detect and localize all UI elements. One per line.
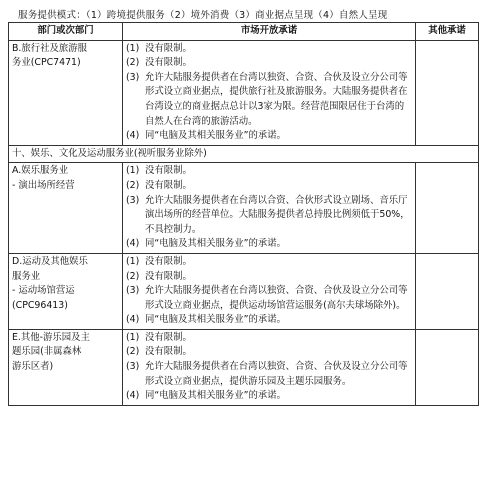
item-number: (4) [126, 130, 140, 142]
item-number: (3) [126, 361, 140, 373]
dept-line: 题乐园(非属森林 [12, 346, 82, 358]
commitment-item [126, 270, 412, 285]
item-text: 同“电脑及其相关服务业”的承诺。 [145, 314, 286, 326]
item-number: (3) [126, 285, 140, 297]
header-dept: 部门或次部门 [9, 23, 123, 41]
commitment-item [126, 179, 412, 194]
commitment-item [126, 345, 412, 360]
item-number: (4) [126, 390, 140, 402]
item-number: (3) [126, 71, 140, 83]
item-text: 允许大陆服务提供者在台湾以独资、合资、合伙及设立分公司等形式设立商业据点，提供旅行社及旅游服务。大陆服务提供者在台湾设立的商业据点总计以3家为限。经营范围限居住于台湾的自然人在台湾的旅游活动。 [145, 71, 408, 127]
item-number: (2) [126, 346, 140, 358]
table-row [9, 253, 479, 329]
item-text: 没有限制。 [145, 270, 192, 282]
commitment-item [126, 313, 412, 328]
dept-line: 务业(CPC7471) [12, 57, 81, 69]
dept-line: - 演出场所经营 [12, 179, 75, 191]
header-market: 市场开放承诺 [123, 23, 416, 41]
item-number: (2) [126, 57, 140, 69]
commitment-item [126, 389, 412, 404]
commitment-item [126, 56, 412, 71]
item-number: (4) [126, 314, 140, 326]
other-cell [416, 253, 479, 329]
market-cell [123, 253, 416, 329]
other-cell [416, 40, 479, 145]
dept-cell [9, 253, 123, 329]
commitment-item [126, 42, 412, 57]
item-number: (3) [126, 194, 140, 206]
other-cell [416, 163, 479, 254]
dept-line: - 运动场馆营运 [12, 285, 75, 297]
market-cell [123, 329, 416, 405]
item-text: 同“电脑及其相关服务业”的承诺。 [145, 390, 286, 402]
item-number: (2) [126, 270, 140, 282]
item-text: 允许大陆服务提供者在台湾以独资、合资、合伙及设立分公司等形式设立商业据点，提供游乐园及主题乐园服务。 [145, 361, 408, 387]
commitment-item [126, 129, 412, 144]
commitment-item [126, 71, 412, 129]
item-number: (2) [126, 179, 140, 191]
item-number: (1) [126, 165, 140, 177]
item-text: 没有限制。 [145, 346, 192, 358]
commitment-item [126, 284, 412, 313]
table-row [9, 40, 479, 145]
dept-line: 游乐区者) [12, 361, 54, 373]
other-cell [416, 329, 479, 405]
commitment-item [126, 194, 412, 238]
item-text: 没有限制。 [145, 42, 192, 54]
header-other: 其他承诺 [416, 23, 479, 41]
item-text: 同“电脑及其相关服务业”的承诺。 [145, 238, 286, 250]
item-text: 允许大陆服务提供者在台湾以独资、合资、合伙及设立分公司等形式设立商业据点，提供运动场馆营运服务(高尔夫球场除外)。 [145, 285, 408, 311]
item-text: 没有限制。 [145, 165, 192, 177]
item-number: (1) [126, 42, 140, 54]
commitment-item [126, 360, 412, 389]
dept-line: E.其他-游乐园及主 [12, 331, 90, 343]
supply-mode-caption: 服务提供模式：（1）跨境提供服务（2）境外消费（3）商业据点呈现（4）自然人呈现 [18, 10, 388, 21]
item-text: 同“电脑及其相关服务业”的承诺。 [145, 130, 286, 142]
commitment-item [126, 331, 412, 346]
section-title: 十、娱乐、文化及运动服务业(视听服务业除外) [9, 145, 479, 163]
header-row [9, 23, 479, 41]
item-number: (1) [126, 255, 140, 267]
market-cell [123, 163, 416, 254]
table-row [9, 329, 479, 405]
market-cell [123, 40, 416, 145]
section-row [9, 145, 479, 163]
dept-cell [9, 40, 123, 145]
dept-line: A.娱乐服务业 [12, 165, 69, 177]
dept-cell [9, 163, 123, 254]
dept-cell [9, 329, 123, 405]
item-text: 没有限制。 [145, 57, 192, 69]
item-text: 没有限制。 [145, 179, 192, 191]
item-text: 允许大陆服务提供者在台湾以合资、合伙形式设立剧场、音乐厅演出场所的经营单位。大陆服务提供者总持股比例须低于50%，不具控制力。 [145, 194, 410, 235]
commitment-item [126, 255, 412, 270]
dept-line: (CPC96413) [12, 299, 68, 311]
item-number: (4) [126, 238, 140, 250]
table-row [9, 163, 479, 254]
dept-line: D.运动及其他娱乐 [12, 255, 88, 267]
item-text: 没有限制。 [145, 255, 192, 267]
commitments-table [8, 22, 479, 406]
commitment-item [126, 237, 412, 252]
item-number: (1) [126, 331, 140, 343]
dept-line: B.旅行社及旅游服 [12, 42, 88, 54]
commitment-item [126, 164, 412, 179]
item-text: 没有限制。 [145, 331, 192, 343]
dept-line: 服务业 [12, 270, 41, 282]
